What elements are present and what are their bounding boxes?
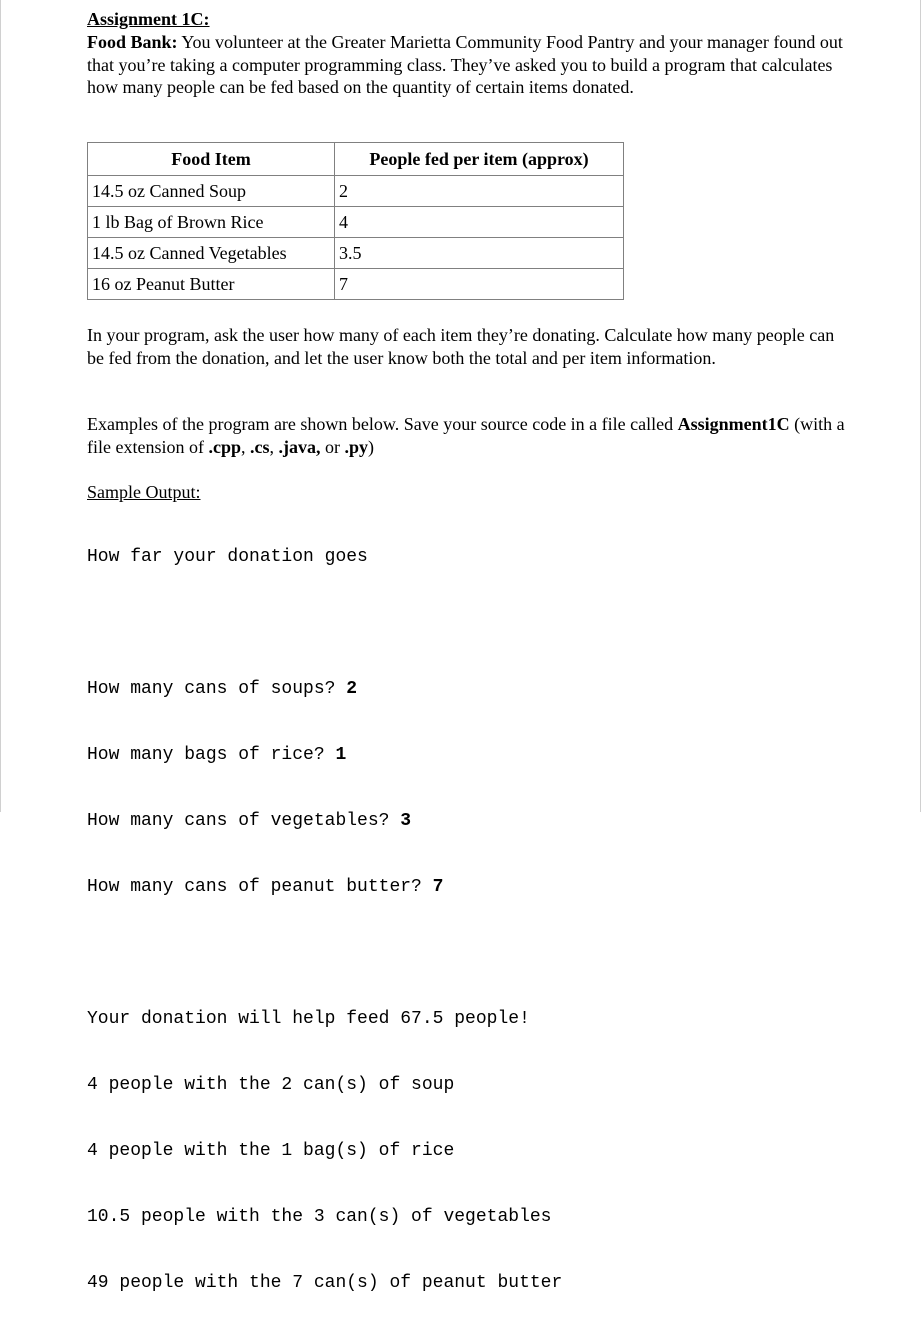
examples-paragraph [87, 413, 847, 458]
assignment-title: Assignment 1C: [87, 9, 210, 29]
console-header-line: How far your donation goes [87, 547, 368, 567]
header-people-fed: People fed per item (approx) [335, 143, 624, 176]
prompt-text: How many cans of soups? [87, 679, 347, 699]
sample-output-console [87, 502, 562, 1338]
sample-output-label: Sample Output: [87, 482, 201, 502]
food-item-cell: 14.5 oz Canned Vegetables [88, 238, 335, 269]
table-row [88, 238, 624, 269]
people-fed-cell: 7 [335, 269, 624, 300]
console-prompt-line [87, 810, 562, 832]
prompt-text: How many bags of rice? [87, 745, 336, 765]
food-item-cell: 16 oz Peanut Butter [88, 269, 335, 300]
examples-text: (with a file extension of [87, 414, 845, 457]
people-fed-cell: 2 [335, 176, 624, 207]
console-result-line: 4 people with the 1 bag(s) of rice [87, 1141, 455, 1161]
prompt-text: How many cans of peanut butter? [87, 877, 433, 897]
user-answer: 2 [346, 679, 358, 699]
console-blank-line [87, 942, 562, 964]
extension-cpp: .cpp [208, 436, 241, 457]
extension-java: .java, [278, 436, 321, 457]
filename: Assignment1C [677, 414, 790, 434]
extension-cs: .cs [249, 436, 270, 457]
examples-separator: , [240, 436, 250, 457]
examples-text: ) [368, 436, 374, 457]
user-answer: 3 [400, 811, 412, 831]
examples-text: Examples of the program are shown below. Save your source code in a file called [87, 414, 678, 434]
food-table [87, 142, 624, 300]
food-item-cell: 1 lb Bag of Brown Rice [88, 207, 335, 238]
people-fed-cell: 4 [335, 207, 624, 238]
intro-label: Food Bank: [87, 32, 178, 52]
console-result-line: Your donation will help feed 67.5 people! [87, 1009, 530, 1029]
user-answer: 7 [432, 877, 444, 897]
intro-text: You volunteer at the Greater Marietta Community Food Pantry and your manager found out that you’re taking a computer programming class. They’ve asked you to build a program that calculates how many people can be fed based on the quantity of certain items donated. [87, 32, 843, 97]
console-result-line: 10.5 people with the 3 can(s) of vegetables [87, 1207, 552, 1227]
people-fed-cell: 3.5 [335, 238, 624, 269]
console-prompt-line [87, 876, 562, 898]
table-row [88, 176, 624, 207]
prompt-text: How many cans of vegetables? [87, 811, 401, 831]
table-row [88, 207, 624, 238]
examples-text: or [320, 436, 345, 457]
console-result-line: 4 people with the 2 can(s) of soup [87, 1075, 455, 1095]
console-prompt-line [87, 744, 562, 766]
instructions-paragraph: In your program, ask the user how many of each item they’re donating. Calculate how many people can be fed from the donation, and let the user know both the total and per item information. [87, 325, 835, 368]
food-item-cell: 14.5 oz Canned Soup [88, 176, 335, 207]
console-blank-line [87, 612, 562, 634]
table-header-row [88, 143, 624, 176]
console-result-line: 49 people with the 7 can(s) of peanut butter [87, 1273, 563, 1293]
examples-separator: , [269, 436, 279, 457]
table-row [88, 269, 624, 300]
user-answer: 1 [335, 745, 347, 765]
intro-paragraph [87, 31, 847, 99]
header-food-item: Food Item [88, 143, 335, 176]
console-prompt-line [87, 678, 562, 700]
extension-py: .py [344, 436, 368, 457]
